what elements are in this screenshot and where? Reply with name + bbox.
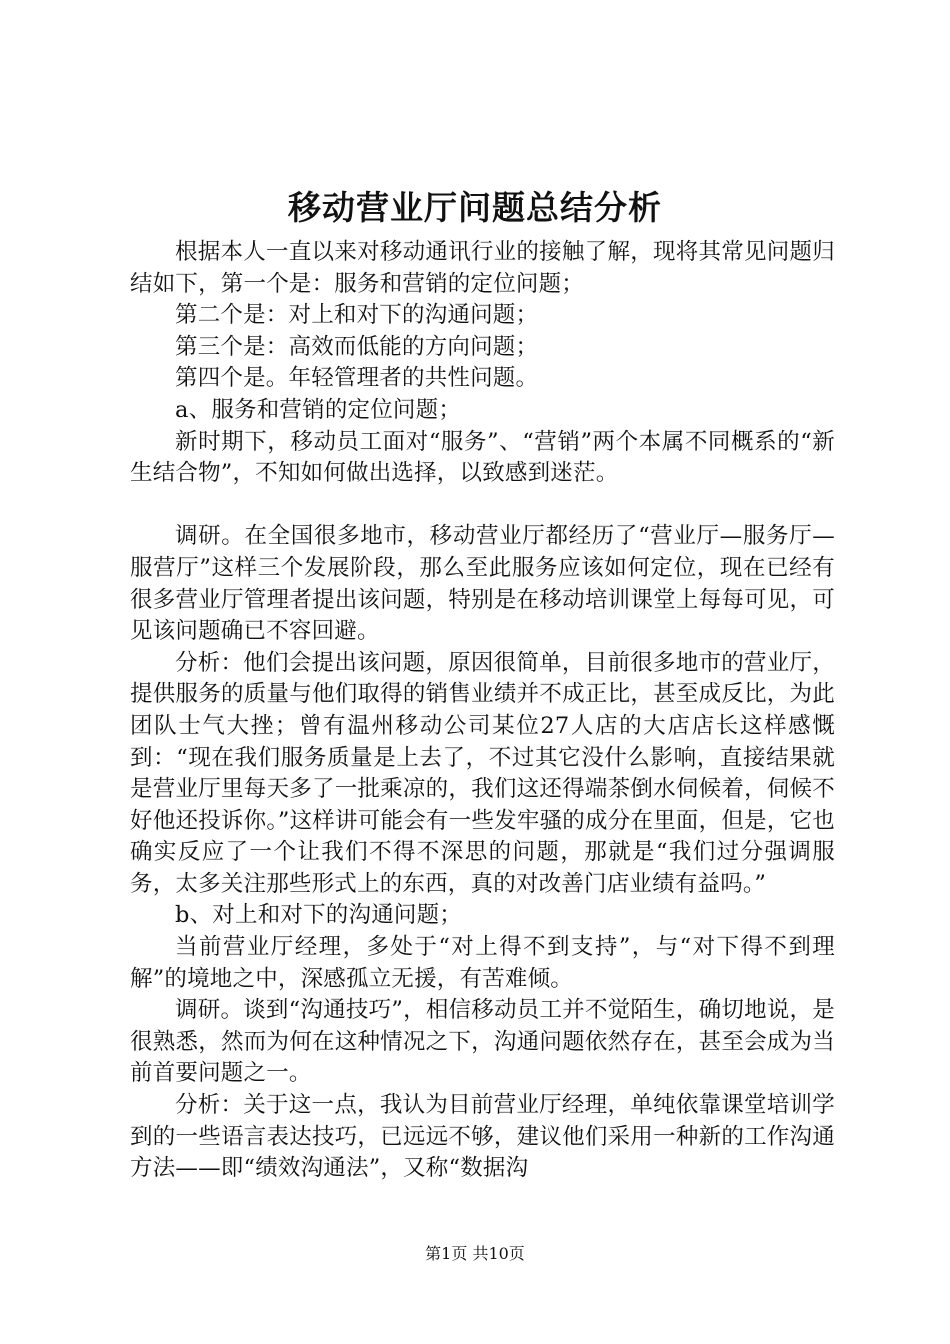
- page-number-footer: 第1页 共10页: [425, 1244, 525, 1263]
- document-title: 移动营业厅问题总结分析: [288, 188, 662, 227]
- document-body: [130, 237, 835, 1185]
- paragraph-a-analysis: 分析：他们会提出该问题，原因很简单，目前很多地市的营业厅，提供服务的质量与他们取得的销售业绩并不成正比，甚至成反比，为此团队士气大挫；曾有温州移动公司某位27人店的大店店长这样感慨到：“现在我们服务质量是上去了，不过其它没什么影响，直接结果就是营业厅里每天多了一批乘凉的，我们这还得端茶倒水伺候着，伺候不好他还投诉你。”这样讲可能会有一些发牢骚的成分在里面，但是，它也确实反应了一个让我们不得不深思的问题，那就是“我们过分强调服务，太多关注那些形式上的东西，真的对改善门店业绩有益吗。”: [130, 649, 835, 897]
- section-heading-b: b、对上和对下的沟通问题；: [175, 902, 463, 929]
- paragraph-a-description: 新时期下，移动员工面对“服务”、“营销”两个本属不同概系的“新生结合物”，不知如何做出选择，以致感到迷茫。: [130, 428, 835, 487]
- paragraph-b-research: 调研。谈到“沟通技巧”，相信移动员工并不觉陌生，确切地说，是很熟悉，然而为何在这种情况之下，沟通问题依然存在，甚至会成为当前首要问题之一。: [130, 997, 835, 1087]
- paragraph-item-3: 第三个是：高效而低能的方向问题；: [175, 333, 539, 360]
- section-heading-a: a、服务和营销的定位问题；: [175, 396, 462, 423]
- paragraph-b-analysis: 分析：关于这一点，我认为目前营业厅经理，单纯依靠课堂培训学到的一些语言表达技巧，已远远不够，建议他们采用一种新的工作沟通方法——即“绩效沟通法”，又称“数据沟: [130, 1092, 835, 1182]
- paragraph-item-2: 第二个是：对上和对下的沟通问题；: [175, 302, 539, 329]
- paragraph-b-description: 当前营业厅经理，多处于“对上得不到支持”，与“对下得不到理解”的境地之中，深感孤立无援，有苦难倾。: [130, 934, 835, 992]
- paragraph-intro: 根据本人一直以来对移动通讯行业的接触了解，现将其常见问题归结如下，第一个是：服务和营销的定位问题；: [130, 239, 835, 297]
- paragraph-a-research: 调研。在全国很多地市，移动营业厅都经历了“营业厅—服务厅—服营厅”这样三个发展阶段，那么至此服务应该如何定位，现在已经有很多营业厅管理者提出该问题，特别是在移动培训课堂上每每可见，可见该问题确已不容回避。: [130, 523, 835, 645]
- paragraph-item-4: 第四个是。年轻管理者的共性问题。: [175, 365, 539, 392]
